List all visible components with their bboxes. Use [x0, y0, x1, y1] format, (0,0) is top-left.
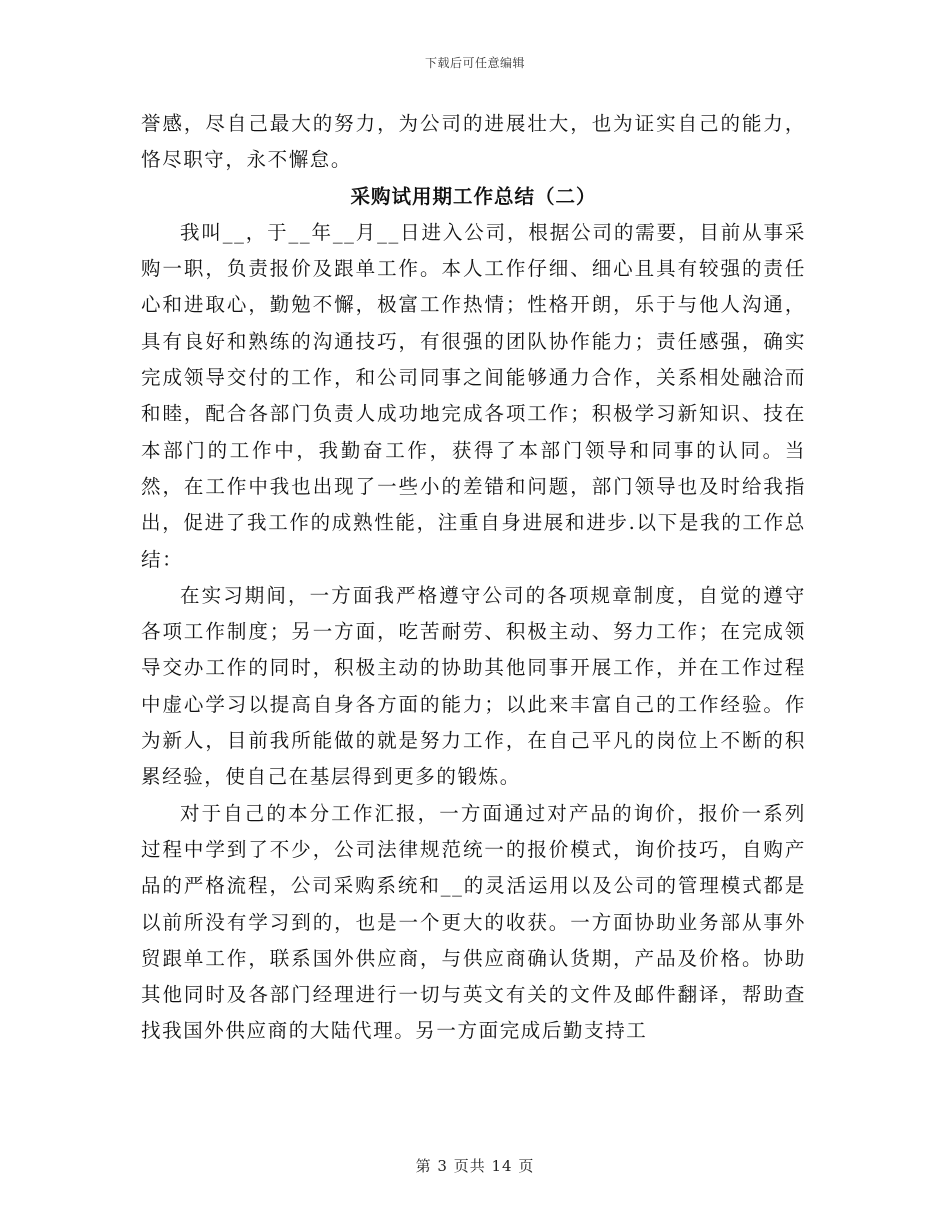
section-title: 采购试用期工作总结（二） — [350, 184, 597, 208]
paragraph-3: 对于自己的本分工作汇报，一方面通过对产品的询价，报价一系列过程中学到了不少，公司法律规范统一的报价模式，询价技巧，自购产品的严格流程，公司采购系统和__的灵活运用以及公司的管理模式都是以前所没有学习到的，也是一个更大的收获。一方面协助业务部从事外贸跟单工作，联系国外供应商，与供应商确认货期，产品及价格。协助其他同时及各部门经理进行一切与英文有关的文件及邮件翻译，帮助查找我国外供应商的大陆代理。另一方面完成后勤支持工 — [141, 801, 806, 1043]
paragraph-1: 我叫__，于__年__月__日进入公司，根据公司的需要，目前从事采购一职，负责报价及跟单工作。本人工作仔细、细心且具有较强的责任心和进取心，勤勉不懈，极富工作热情；性格开朗，乐于与他人沟通，具有良好和熟练的沟通技巧，有很强的团队协作能力；责任感强，确实完成领导交付的工作，和公司同事之间能够通力合作，关系相处融洽而和睦，配合各部门负责人成功地完成各项工作；积极学习新知识、技在本部门的工作中，我勤奋工作，获得了本部门领导和同事的认同。当然，在工作中我也出现了一些小的差错和问题，部门领导也及时给我指出，促进了我工作的成熟性能，注重自身进展和进步.以下是我的工作总结： — [141, 220, 806, 571]
intro-paragraph: 誉感，尽自己最大的努力，为公司的进展壮大，也为证实自己的能力，恪尽职守，永不懈怠。 — [141, 112, 806, 172]
document-body — [141, 106, 806, 1050]
paragraph-2: 在实习期间，一方面我严格遵守公司的各项规章制度，自觉的遵守各项工作制度；另一方面，吃苦耐劳、积极主动、努力工作；在完成领导交办工作的同时，积极主动的协助其他同事开展工作，并在工作过程中虚心学习以提高自身各方面的能力；以此来丰富自己的工作经验。作为新人，目前我所能做的就是努力工作，在自己平凡的岗位上不断的积累经验，使自己在基层得到更多的锻炼。 — [141, 583, 806, 789]
page-header: 下载后可任意编辑 — [424, 56, 525, 70]
page-footer: 第 3 页共 14 页 — [415, 1157, 535, 1175]
